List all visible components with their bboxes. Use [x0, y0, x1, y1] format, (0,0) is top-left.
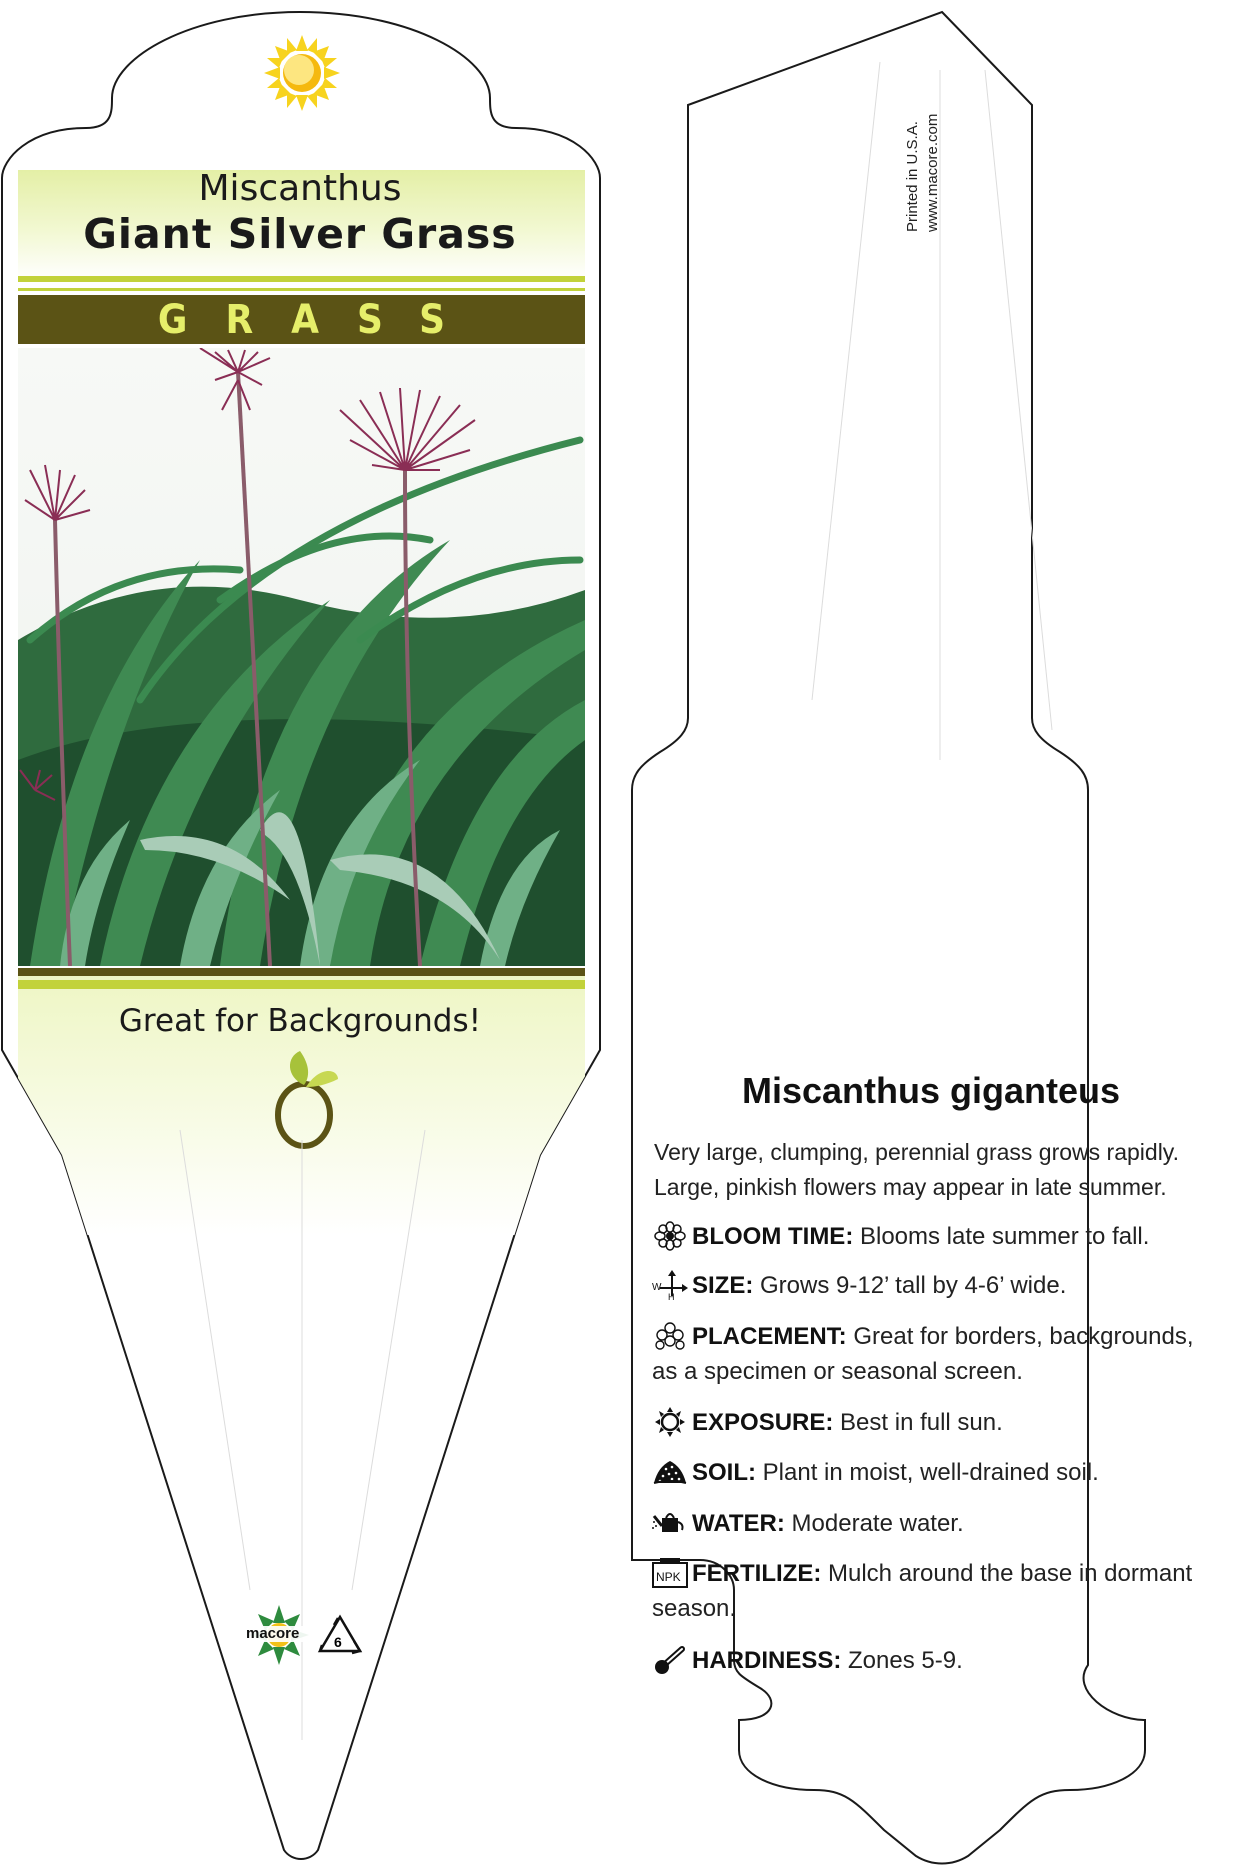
- front-common-name: Giant Silver Grass: [83, 210, 517, 258]
- attribute-size: [652, 1268, 1212, 1303]
- soil-value: Plant in moist, well-drained soil.: [762, 1459, 1099, 1486]
- placement-label: PLACEMENT:: [692, 1323, 847, 1350]
- hardiness-label: HARDINESS:: [692, 1647, 842, 1674]
- plant-description: Very large, clumping, perennial grass grows rapidly. Large, pinkish flowers may appear in late summer.: [654, 1139, 1179, 1200]
- sun-exposure-icon: [652, 1407, 688, 1437]
- fertilize-value: Mulch around the base in dormant season.: [652, 1560, 1193, 1622]
- attribute-fertilize: [652, 1556, 1212, 1626]
- front-tagline: Great for Backgrounds!: [118, 1003, 482, 1039]
- npk-icon: [652, 1558, 688, 1588]
- printed-in: Printed in U.S.A.: [904, 121, 921, 232]
- attribute-exposure: [652, 1405, 1212, 1440]
- macore-brand-text: macore: [246, 1625, 300, 1642]
- bloom-time-label: BLOOM TIME:: [692, 1223, 854, 1250]
- bloom-time-value: Blooms late summer to fall.: [859, 1223, 1150, 1250]
- attribute-soil: [652, 1455, 1212, 1490]
- size-icon: [652, 1270, 688, 1300]
- front-tag: [2, 12, 600, 1859]
- attribute-water: [652, 1506, 1212, 1541]
- size-label: SIZE:: [692, 1272, 754, 1299]
- water-label: WATER:: [692, 1510, 785, 1537]
- soil-icon: [652, 1457, 688, 1487]
- front-genus: Miscanthus: [198, 168, 402, 209]
- watering-can-icon: [652, 1508, 688, 1538]
- flower-icon: [652, 1221, 688, 1251]
- olive-band-bottom: [18, 968, 585, 976]
- printed-info: [880, 62, 950, 242]
- hardiness-value: Zones 5-9.: [848, 1647, 963, 1674]
- sun-icon: [264, 35, 340, 111]
- svg-text:H: H: [668, 1292, 675, 1300]
- attribute-placement: [652, 1319, 1212, 1389]
- exposure-label: EXPOSURE:: [692, 1409, 834, 1436]
- attribute-bloom-time: [652, 1219, 1212, 1254]
- lime-band-bottom: [18, 980, 585, 989]
- botanical-name: Miscanthus giganteus: [741, 1070, 1121, 1111]
- exposure-value: Best in full sun.: [840, 1409, 1003, 1436]
- placement-icon: [652, 1321, 688, 1351]
- attribute-hardiness: [652, 1643, 1212, 1678]
- svg-text:NPK: NPK: [656, 1570, 681, 1584]
- water-value: Moderate water.: [791, 1510, 964, 1537]
- thermometer-icon: [652, 1645, 688, 1675]
- website: www.macore.com: [924, 113, 941, 232]
- fertilize-label: FERTILIZE:: [692, 1560, 822, 1587]
- category-label: GRASS: [157, 297, 484, 343]
- soil-label: SOIL:: [692, 1459, 756, 1486]
- recycle-number: 6: [334, 1634, 342, 1650]
- lime-band-top: [18, 276, 585, 282]
- size-value: Grows 9-12’ tall by 4-6’ wide.: [760, 1272, 1067, 1299]
- svg-text:W: W: [652, 1282, 662, 1293]
- plant-photo: [18, 348, 585, 966]
- placement-value: Great for borders, backgrounds, as a specimen or seasonal screen.: [652, 1323, 1194, 1385]
